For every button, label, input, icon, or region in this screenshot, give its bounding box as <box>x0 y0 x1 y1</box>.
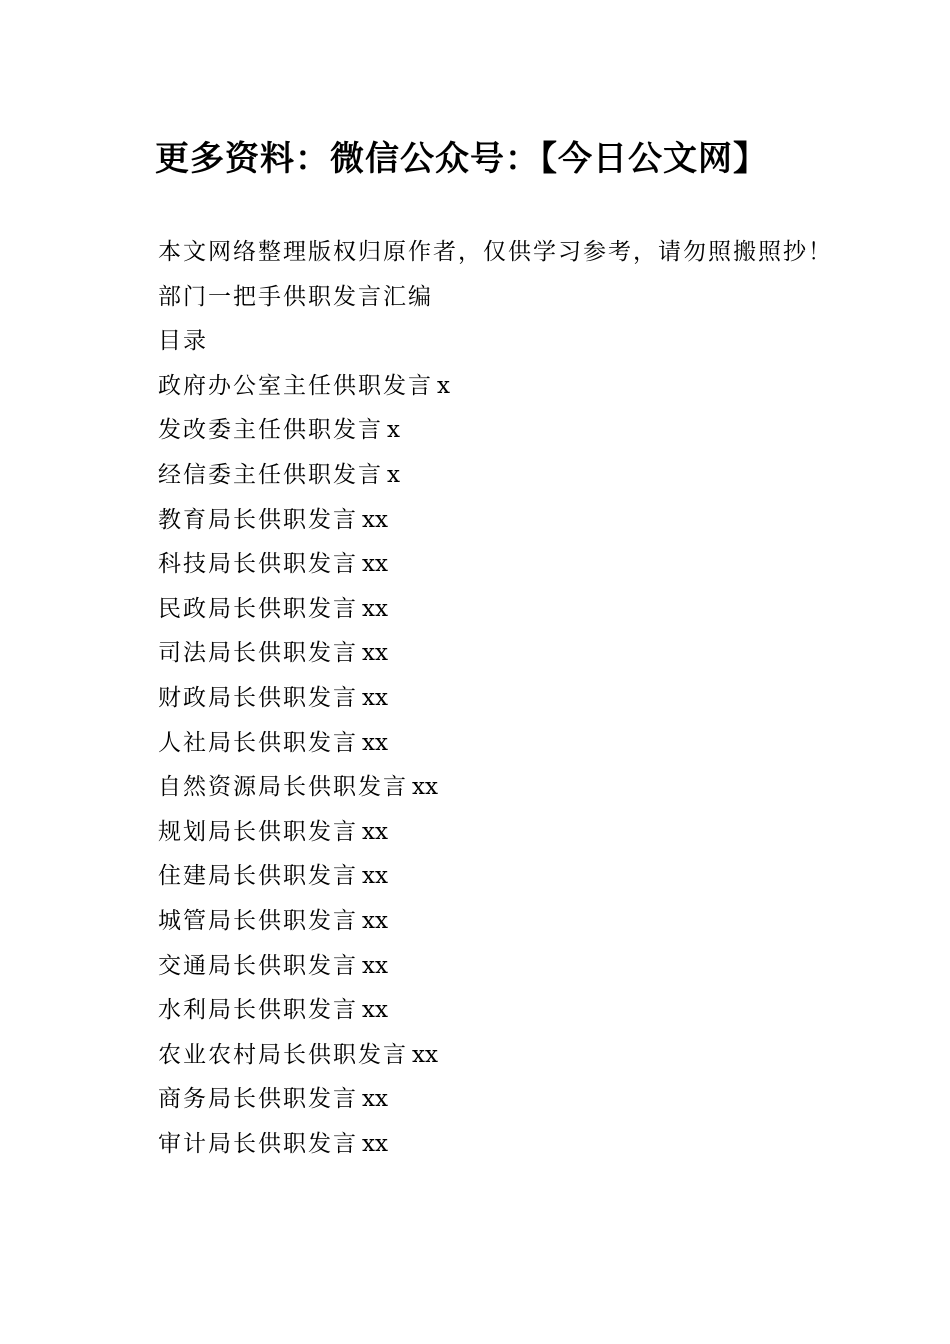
toc-item-page: xx <box>412 774 438 801</box>
toc-item[interactable] <box>158 1122 878 1167</box>
toc-item-page: xx <box>362 506 388 533</box>
copyright-notice: 本文网络整理版权归原作者，仅供学习参考，请勿照搬照抄！ <box>158 239 833 265</box>
toc-item-label: 科技局长供职发言 <box>158 551 358 578</box>
toc-item-page: xx <box>412 1041 438 1068</box>
toc-item-label: 审计局长供职发言 <box>158 1130 358 1157</box>
toc-item-label: 规划局长供职发言 <box>158 818 358 845</box>
toc-item-label: 交通局长供职发言 <box>158 952 358 979</box>
toc-item-page: xx <box>362 863 388 890</box>
toc-item-label: 人社局长供职发言 <box>158 729 358 756</box>
toc-item-page: xx <box>362 907 388 934</box>
toc-item-page: xx <box>362 551 388 578</box>
toc-item-page: xx <box>362 640 388 667</box>
toc-item-page: xx <box>362 1130 388 1157</box>
toc-item-label: 财政局长供职发言 <box>158 684 358 711</box>
toc-item-page: x <box>387 461 400 488</box>
toc-heading: 目录 <box>158 328 208 355</box>
toc-item[interactable] <box>158 988 878 1033</box>
toc-item[interactable] <box>158 1077 878 1122</box>
toc-item-page: x <box>437 372 450 399</box>
toc-item-page: xx <box>362 729 388 756</box>
toc-list <box>158 364 878 1167</box>
toc-item-label: 经信委主任供职发言 <box>158 461 383 488</box>
toc-item[interactable] <box>158 453 878 498</box>
toc-item[interactable] <box>158 944 878 989</box>
toc-item-page: xx <box>362 595 388 622</box>
toc-item-label: 水利局长供职发言 <box>158 997 358 1024</box>
toc-item-label: 农业农村局长供职发言 <box>158 1041 408 1068</box>
document-body <box>158 230 878 1166</box>
toc-item-label: 城管局长供职发言 <box>158 907 358 934</box>
toc-item[interactable] <box>158 1033 878 1078</box>
toc-item[interactable] <box>158 587 878 632</box>
toc-item[interactable] <box>158 765 878 810</box>
toc-item-page: xx <box>362 952 388 979</box>
toc-item-label: 发改委主任供职发言 <box>158 417 383 444</box>
toc-item[interactable] <box>158 721 878 766</box>
toc-item[interactable] <box>158 364 878 409</box>
toc-item[interactable] <box>158 631 878 676</box>
toc-item-label: 政府办公室主任供职发言 <box>158 372 433 399</box>
toc-item[interactable] <box>158 899 878 944</box>
header-title: 更多资料：微信公众号：【今日公文网】 <box>155 139 768 179</box>
toc-item-label: 住建局长供职发言 <box>158 863 358 890</box>
toc-item-label: 教育局长供职发言 <box>158 506 358 533</box>
toc-item-page: xx <box>362 1086 388 1113</box>
toc-item-page: xx <box>362 684 388 711</box>
toc-item-page: xx <box>362 997 388 1024</box>
toc-item[interactable] <box>158 854 878 899</box>
toc-item-page: x <box>387 417 400 444</box>
toc-item[interactable] <box>158 810 878 855</box>
toc-item[interactable] <box>158 676 878 721</box>
toc-item-label: 司法局长供职发言 <box>158 640 358 667</box>
toc-item[interactable] <box>158 542 878 587</box>
toc-item-page: xx <box>362 818 388 845</box>
toc-item-label: 民政局长供职发言 <box>158 595 358 622</box>
document-title: 部门一把手供职发言汇编 <box>158 283 433 310</box>
toc-item[interactable] <box>158 408 878 453</box>
toc-item-label: 商务局长供职发言 <box>158 1086 358 1113</box>
toc-item[interactable] <box>158 498 878 543</box>
toc-item-label: 自然资源局长供职发言 <box>158 774 408 801</box>
